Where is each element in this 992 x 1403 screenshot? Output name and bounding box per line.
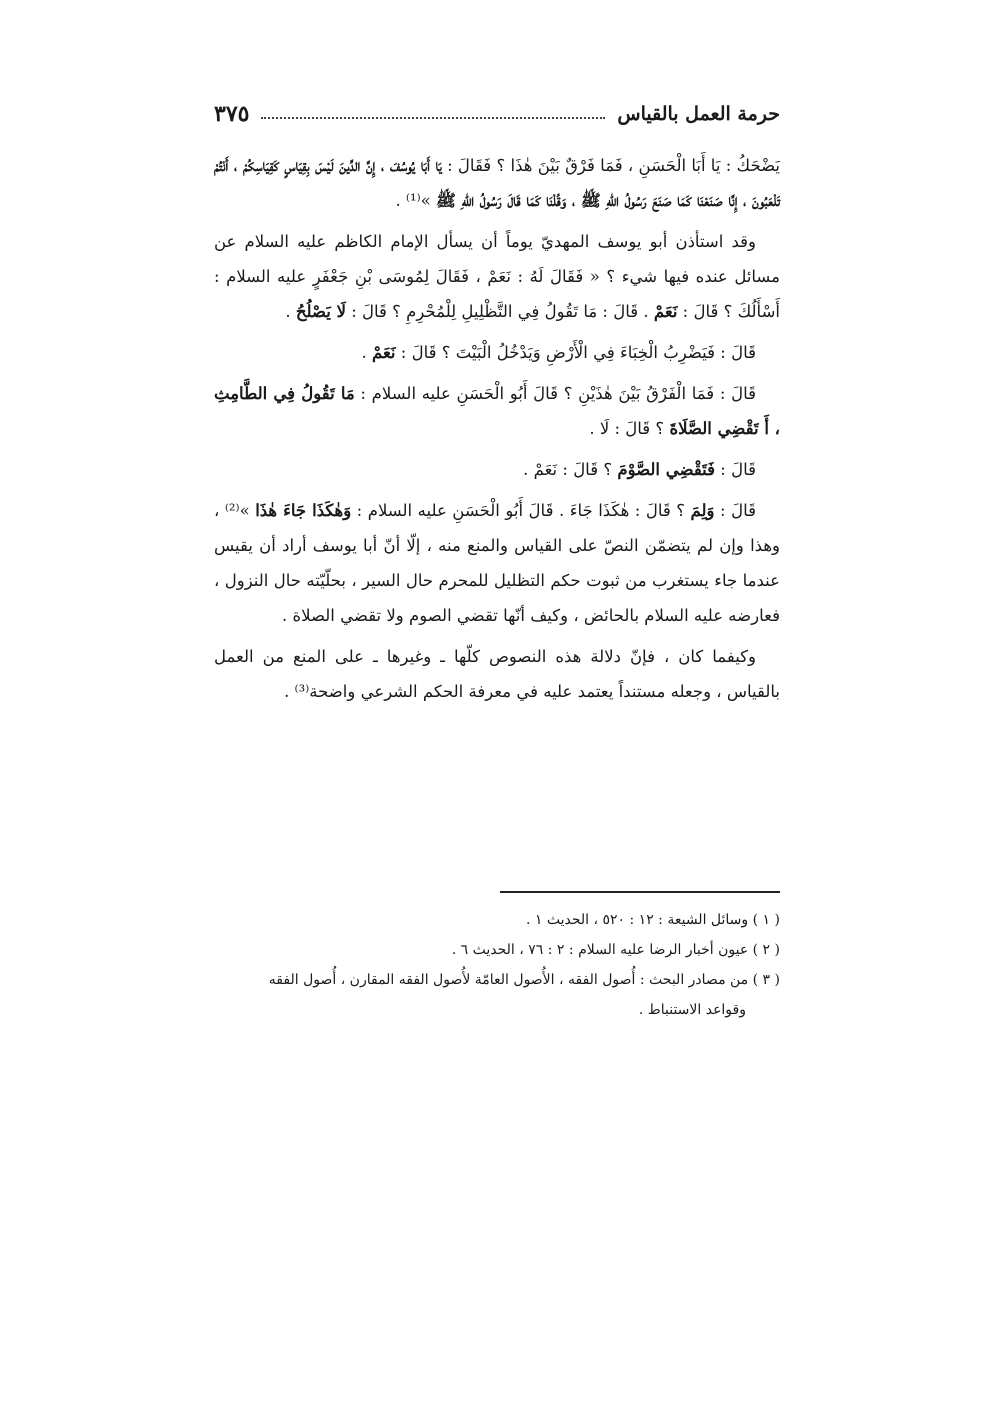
p3-bold: نَعَمْ	[371, 343, 396, 362]
paragraph-1	[214, 148, 780, 218]
p4-text: قَالَ : فَمَا الْفَرْقُ بَيْنَ هٰذَيْنِ ؟ قَالَ أَبُو الْحَسَنِ عليه السلام :	[354, 384, 756, 403]
paragraph-7: وكيفما كان ، فإنّ دلالة هذه النصوص كلّها ـ وغيرها ـ على المنع من العمل بالقياس ، وجعله مستنداً يعتمد عليه في معرفة الحكم الشرعي واضحة⁽³⁾ .	[214, 647, 780, 701]
paragraph-4	[214, 376, 780, 446]
running-header	[214, 96, 780, 132]
p1-text: يَضْحَكُ : يَا أَبَا الْحَسَنِ ، فَمَا فَرْقٌ بَيْنَ هٰذَا ؟ فَقَالَ :	[441, 156, 780, 175]
p4-bold: مَا تَقُولُ فِي الطَّامِثِ ، أَ تَقْضِي الصَّلَاةَ	[214, 384, 780, 438]
p1-end: »⁽¹⁾ .	[395, 191, 437, 210]
footnote-2: ( ٢ ) عيون أخبار الرضا عليه السلام : ٢ : ٧٦ ، الحديث ٦ .	[451, 942, 780, 958]
footnote-3-continued: وقواعد الاستنباط .	[638, 1002, 746, 1018]
footnote-separator	[500, 891, 780, 893]
header-leader-dots	[261, 117, 605, 119]
p6-bold-1: وَلِمَ	[690, 501, 715, 520]
paragraph-5	[214, 452, 780, 487]
p2-text-2: . قَالَ : مَا تَقُولُ فِي التَّظْلِيلِ لِلْمُحْرِمِ ؟ قَالَ :	[345, 302, 654, 321]
p2-end: .	[285, 302, 296, 321]
footnotes	[214, 905, 780, 1025]
p6-end: »⁽²⁾ ، وهذا وإن لم يتضمّن النصّ على القياس والمنع منه ، إلّا أنّ أبا يوسف أراد أن يقيس عندما جاء يستغرب من ثبوت حكم التظليل للمحرم حال السير ، بحلّيّته حال النزول ، فعارضه عليه السلام بالحائض ، وكيف أنّها تقضي الصوم ولا تقضي الصلاة .	[214, 501, 780, 625]
p5-end: ؟ قَالَ : نَعَمْ .	[523, 460, 618, 479]
p1-bold: يَا أَبَا يُوسُفَ ، إِنَّ الدِّينَ لَيْسَ بِقِيَاسٍ كَقِيَاسِكُمْ ، أَنْتُمْ تَلْعَبُونَ ، إِنَّا صَنَعْنَا كَمَا صَنَعَ رَسُولُ اللهِ ﷺ ، وَقُلْنَا كَمَا قَالَ رَسُولُ اللهِ ﷺ	[214, 156, 780, 210]
p6-text-2: ؟ قَالَ : هٰكَذَا جَاءَ . قَالَ أَبُو الْحَسَنِ عليه السلام :	[351, 501, 691, 520]
p4-end: ؟ قَالَ : لَا .	[589, 419, 670, 438]
chapter-title: حرمة العمل بالقياس	[617, 103, 780, 125]
p2-text: وقد استأذن أبو يوسف المهديّ يوماً أن يسأل الإمام الكاظم عليه السلام عن مسائل عنده فيها شيء ؟ « فَقَالَ لَهُ : نَعَمْ ، فَقَالَ لِمُوسَى بْنِ جَعْفَرٍ عليه السلام : أَسْأَلُكَ ؟ قَالَ :	[214, 232, 780, 321]
p6-text: قَالَ :	[714, 501, 757, 520]
page-number: ٣٧٥	[214, 101, 250, 127]
p5-text: قَالَ :	[715, 460, 756, 479]
main-text	[214, 148, 780, 715]
footnote-3: ( ٣ ) من مصادر البحث : أُصول الفقه ، الأُصول العامّة لأُصول الفقه المقارن ، أُصول الفقه	[268, 972, 780, 988]
p5-bold: فَتَقْضِي الصَّوْمَ	[617, 460, 716, 479]
p2-bold-1: نَعَمْ	[653, 302, 678, 321]
p6-bold-2: وَهٰكَذَا جَاءَ هٰذَا	[255, 501, 352, 520]
p3-text: قَالَ : فَيَضْرِبُ الْخِبَاءَ فِي الْأَرْضِ وَيَدْخُلُ الْبَيْتَ ؟ قَالَ :	[395, 343, 756, 362]
p2-bold-2: لَا يَصْلُحُ	[295, 302, 346, 321]
p3-end: .	[361, 343, 372, 362]
paragraph-3	[214, 335, 780, 370]
paragraph-6	[214, 493, 780, 633]
paragraph-2	[214, 224, 780, 329]
footnote-1: ( ١ ) وسائل الشيعة : ١٢ : ٥٢٠ ، الحديث ١ .	[525, 912, 780, 928]
